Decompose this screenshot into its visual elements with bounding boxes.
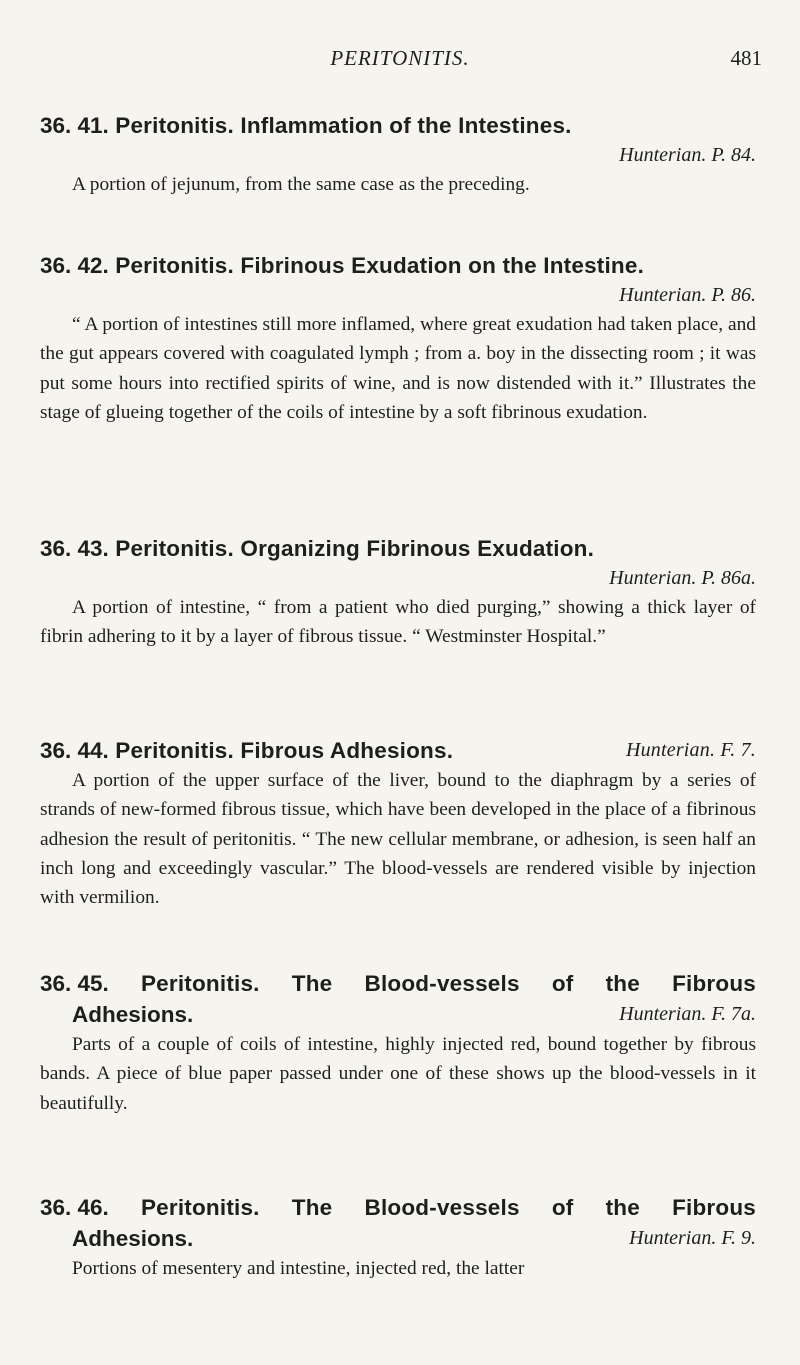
entry-number: 36. 44. bbox=[40, 738, 109, 763]
entry-heading-continued bbox=[40, 999, 756, 1030]
catalogue-entry-36-45 bbox=[40, 968, 756, 1118]
entry-number: 36. 42. bbox=[40, 253, 109, 278]
entry-source: Hunterian. P. 86a. bbox=[609, 567, 756, 589]
entry-description: “ A portion of intestines still more inflamed, where great exudation had taken place, and the gut appears covered with coagulated lymph ; from a. boy in the dissecting room ; it was put some hours into rectified spirits of wine, and is now distended with it.” Illustrates the stage of glueing together of the coils of intestine by a soft fibrinous exudation. bbox=[40, 314, 756, 423]
entry-heading bbox=[40, 735, 756, 766]
entry-source: Hunterian. F. 9. bbox=[629, 1227, 756, 1249]
entry-description: Portions of mesentery and intestine, injected red, the latter bbox=[72, 1258, 525, 1279]
entry-heading bbox=[40, 250, 756, 281]
catalogue-entry-36-44 bbox=[40, 735, 756, 912]
entry-title-word: of bbox=[551, 1195, 574, 1220]
entry-number: 36. 45. bbox=[40, 971, 109, 996]
catalogue-entry-36-46 bbox=[40, 1192, 756, 1283]
entry-number: 36. 46. bbox=[40, 1195, 109, 1220]
entry-description: A portion of jejunum, from the same case as the preceding. bbox=[72, 174, 530, 195]
entry-title-word: the bbox=[605, 971, 640, 996]
entry-description: Parts of a couple of coils of intestine, highly injected red, bound together by fibrous bands. A piece of blue paper passed under one of these shows up the blood-vessels in it beautifully. bbox=[40, 1034, 756, 1114]
page-number: 481 bbox=[730, 46, 762, 70]
entry-title-word: Fibrous bbox=[672, 971, 756, 996]
entry-title-word: The bbox=[291, 971, 333, 996]
entry-description: A portion of the upper surface of the liver, bound to the diaphragm by a series of strands of new-formed fibrous tissue, which have been developed in the place of a fibrinous adhesion the result of peritonitis. “ The new cellular membrane, or adhesion, is seen half an inch long and exceedingly vascular.” The blood-vessels are rendered visible by injection with vermilion. bbox=[40, 770, 756, 909]
catalogue-entry-36-41 bbox=[40, 110, 756, 199]
entry-heading bbox=[40, 533, 756, 564]
entry-title-word: Fibrous bbox=[672, 1195, 756, 1220]
entry-heading bbox=[40, 1192, 756, 1223]
catalogue-entry-36-42 bbox=[40, 250, 756, 427]
entry-heading bbox=[40, 968, 756, 999]
entry-title-word: Blood-vessels bbox=[364, 971, 520, 996]
entry-source: Hunterian. F. 7. bbox=[625, 739, 756, 761]
entry-heading-continued bbox=[40, 1223, 756, 1254]
running-head bbox=[0, 46, 800, 76]
entry-title: Peritonitis. Fibrous Adhesions. bbox=[115, 738, 454, 763]
entry-title-word: The bbox=[291, 1195, 333, 1220]
running-title: PERITONITIS. bbox=[330, 46, 470, 70]
entry-title-word: Peritonitis. bbox=[140, 1195, 260, 1220]
entry-title-word: of bbox=[551, 971, 574, 996]
entry-title: Peritonitis. Organizing Fibrinous Exudation. bbox=[115, 536, 595, 561]
entry-number: 36. 41. bbox=[40, 113, 109, 138]
entry-title-continued: Adhesions. bbox=[72, 1002, 194, 1027]
entry-source: Hunterian. P. 84. bbox=[619, 144, 756, 166]
entry-number: 36. 43. bbox=[40, 536, 109, 561]
entry-title-word: Blood-vessels bbox=[364, 1195, 520, 1220]
entry-title-continued: Adhesions. bbox=[72, 1226, 194, 1251]
entry-source: Hunterian. F. 7a. bbox=[619, 1003, 756, 1025]
entry-description: A portion of intestine, “ from a patient who died purging,” showing a thick layer of fibrin adhering to it by a layer of fibrous tissue. “ Westminster Hospital.” bbox=[40, 597, 756, 648]
catalogue-entry-36-43 bbox=[40, 533, 756, 652]
entry-title-word: the bbox=[605, 1195, 640, 1220]
entry-title: Peritonitis. Inflammation of the Intestines. bbox=[115, 113, 572, 138]
entry-source: Hunterian. P. 86. bbox=[619, 284, 756, 306]
entry-title: Peritonitis. Fibrinous Exudation on the Intestine. bbox=[115, 253, 645, 278]
entry-heading bbox=[40, 110, 756, 141]
entry-title-word: Peritonitis. bbox=[140, 971, 260, 996]
